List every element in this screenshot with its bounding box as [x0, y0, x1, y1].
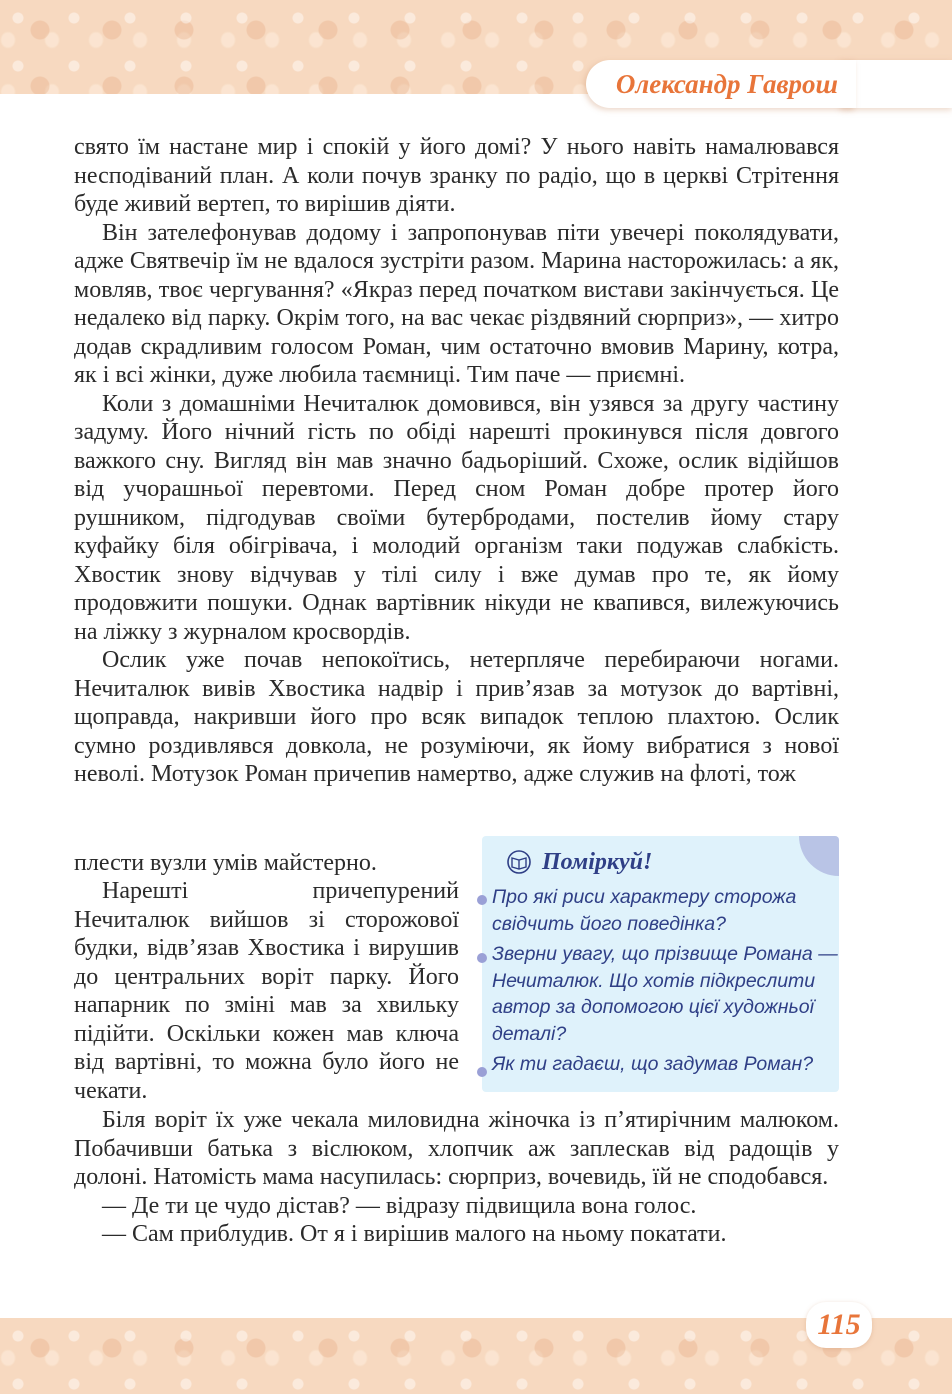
- main-text-upper: [74, 133, 839, 789]
- author-tab-tail: [840, 60, 952, 108]
- paragraph-end: плести вузли умів майстерно.: [74, 849, 377, 876]
- question-text: Про які риси характеру сторожа свідчить його поведінка?: [492, 886, 797, 935]
- question-item: [482, 1051, 839, 1078]
- author-tab: [586, 60, 856, 108]
- author-name: Олександр Гаврош: [615, 69, 838, 99]
- paragraph: свято їм настане мир і спокій у його домі? У нього навіть намалювався несподіваний план. А коли почув зранку по радіо, що в церкві Стрітення буде живий вертеп, то вирішив діяти.: [74, 134, 839, 217]
- page-number: 115: [817, 1308, 861, 1341]
- question-bullet: [477, 1067, 487, 1077]
- think-header: [504, 848, 652, 876]
- question-item: [482, 941, 839, 1047]
- think-sidebar: [482, 836, 839, 1092]
- paragraph: Біля воріт їх уже чекала миловидна жіночка із п’ятирічним малюком. Побачивши батька з віслюком, хлопчик аж заплескав від радощів у долоні. Натомість мама насупилась: сюрприз, вочевидь, їй не сподобався.: [74, 1107, 839, 1190]
- page-number-badge: [806, 1302, 872, 1348]
- main-text-lower: [74, 1106, 839, 1249]
- question-text: Як ти гадаєш, що задумав Роман?: [492, 1053, 814, 1075]
- question-list: [482, 884, 839, 1082]
- question-bullet: [477, 953, 487, 963]
- paragraph: Ослик уже почав непокоїтись, нетерпляче перебираючи ногами. Нечиталюк вивів Хвостика надвір і прив’язав за мотузок до вартівні, щоправда, накривши його про всяк випадок теплою плахтою. Ослик сумно роздивлявся довкола, не розуміючи, як йому вибратися з нової неволі. Мотузок Роман причепив намертво, адже служив на флоті, тож: [74, 647, 839, 787]
- dialogue-line: — Де ти це чудо дістав? — відразу підвищила вона голос.: [102, 1192, 697, 1219]
- question-text: Зверни увагу, що прізвище Романа — Нечиталюк. Що хотів підкреслити автор за допомогою цієї художньої деталі?: [492, 943, 838, 1045]
- book-icon: [504, 850, 534, 874]
- paragraph: Він зателефонував додому і запропонував піти увечері поколядувати, адже Святвечір їм не вдалося зустріти разом. Марина насторожилась: а як, мовляв, твоє чергування? «Якраз перед початком вистави закінчується. Це недалеко від парку. Окрім того, на вас чекає різдвяний сюрприз», — хитро додав скрадливим голосом Роман, чим остаточно вмовив Марину, котра, як і всі жінки, дуже любила таємниці. Тим паче — приємні.: [74, 219, 839, 388]
- think-title: Поміркуй!: [542, 848, 653, 875]
- paragraph: Коли з домашніми Нечиталюк домовився, він узявся за другу частину задуму. Його нічний гість по обіді нарешті прокинувся після довгого важкого сну. Вигляд він мав значно бадьоріший. Схоже, ослик відійшов від учорашньої перевтоми. Перед сном Роман добре протер його рушником, підгодував своїми бутербродами, постелив йому стару куфайку біля обігрівача, і молодий організм таки подужав слабкість. Хвостик знову відчував у тілі силу і вже думав про те, як йому продовжити пошуки. Однак вартівник нікуди не квапився, вилежуючись на ліжку з журналом кросвордів.: [74, 390, 839, 645]
- dialogue-line: — Сам приблудив. От я і вирішив малого на ньому покатати.: [102, 1221, 727, 1247]
- main-text-narrow-column: [74, 820, 459, 1105]
- question-item: [482, 884, 839, 937]
- paragraph: Нарешті причепурений Нечиталюк вийшов зі сторожової будки, відв’язав Хвостика і вирушив до центральних воріт парку. Його напарник по зміні мав за хвильку підійти. Оскільки кожен мав ключа від вартівні, то можна було його не чекати.: [74, 878, 459, 1104]
- think-corner-decoration: [799, 836, 839, 876]
- question-bullet: [477, 895, 487, 905]
